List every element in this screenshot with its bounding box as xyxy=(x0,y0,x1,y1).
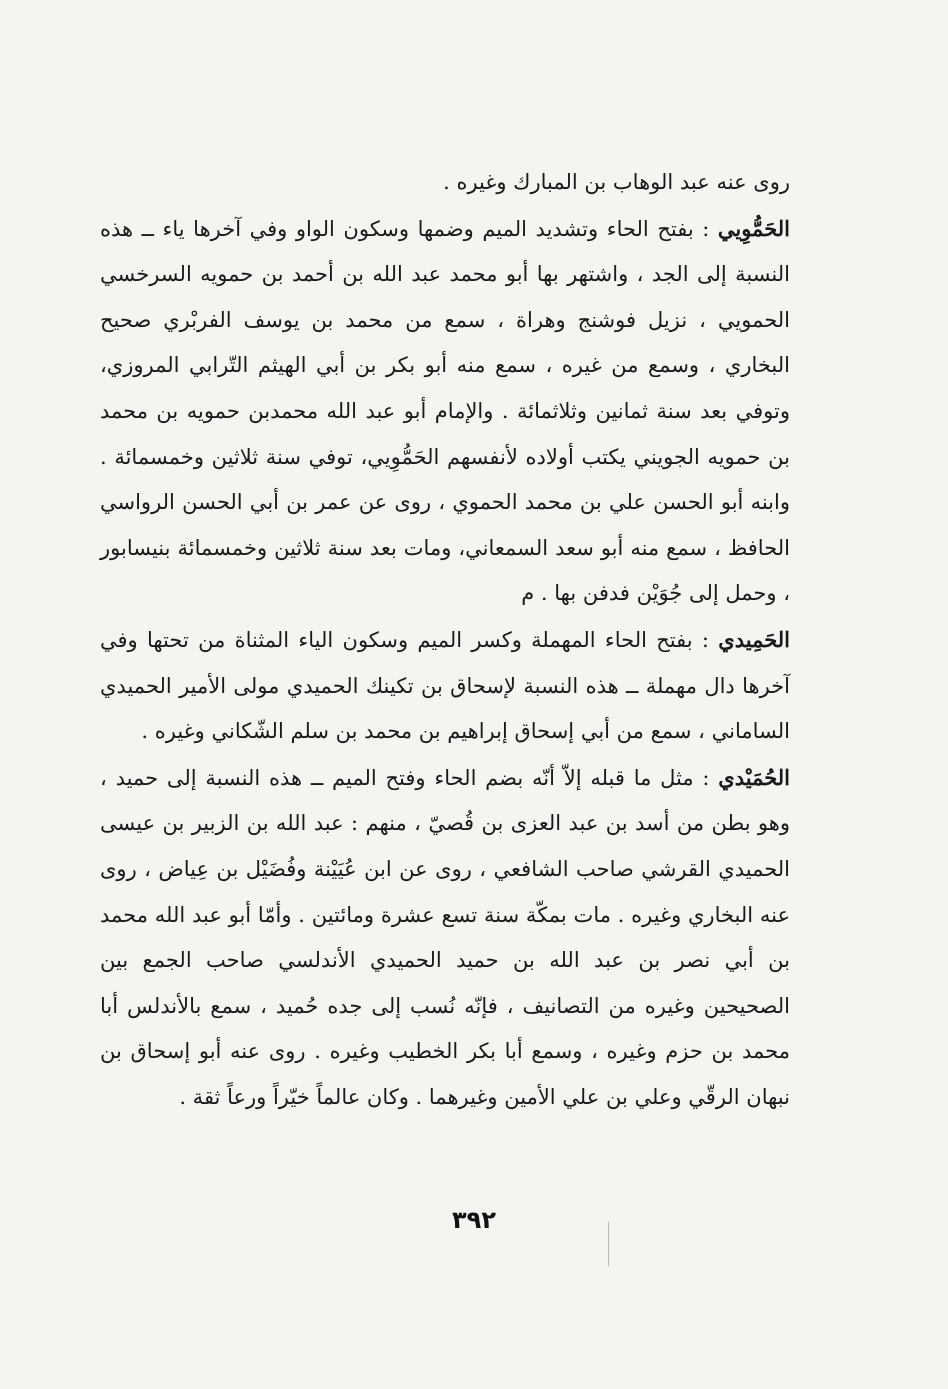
entry-heading: الحُمَيْدي xyxy=(718,764,790,790)
entry-text: : بفتح الحاء المهملة وكسر الميم وسكون الياء المثناة من تحتها وفي آخرها دال مهملة ــ هذه النسبة لإسحاق بن تكينك الحميدي مولى الأمير الحميدي الساماني ، سمع من أبي إسحاق إبراهيم بن محمد بن سلم الشّكاني وغيره . xyxy=(100,627,790,744)
page-number: ٣٩٢ xyxy=(452,1206,496,1234)
entry-heading: الحَمِيدي xyxy=(718,626,790,652)
entry-text: : مثل ما قبله إلاّ أنّه بضم الحاء وفتح الميم ــ هذه النسبة إلى حميد ، وهو بطن من أسد بن عبد العزى بن قُصيّ ، منهم : عبد الله بن الزبير بن عيسى الحميدي القرشي صاحب الشافعي ، روى عن ابن عُيَيْنة وفُضَيْل بن عِياض ، روى عنه البخاري وغيره . مات بمكّة سنة تسع عشرة ومائتين . وأمّا أبو عبد الله محمد بن أبي نصر بن عبد الله بن حميد الحميدي الأندلسي صاحب الجمع بين الصحيحين وغيره من التصانيف ، فإنّه نُسب إلى جده حُميد ، سمع بالأندلس أبا محمد بن حزم وغيره ، وسمع أبا بكر الخطيب وغيره . روى عنه أبو إسحاق بن نبهان الرقّي وعلي بن علي الأمين وغيرهما . وكان عالماً خيّراً ورعاً ثقة . xyxy=(100,765,790,1109)
paragraph-text: روى عنه عبد الوهاب بن المبارك وغيره . xyxy=(443,170,790,194)
entry-hamidi xyxy=(100,617,790,755)
page-body-text xyxy=(100,160,790,1120)
paragraph-intro xyxy=(100,160,790,206)
entry-hammuwiyi xyxy=(100,206,790,617)
scan-gutter-line xyxy=(608,1222,609,1266)
entry-text: : بفتح الحاء وتشديد الميم وضمها وسكون الواو وفي آخرها ياء ــ هذه النسبة إلى الجد ، واشتهر بها أبو محمد عبد الله بن أحمد بن حمويه السرخسي الحمويي ، نزيل فوشنج وهراة ، سمع من محمد بن يوسف الفربْري صحيح البخاري ، وسمع من غيره ، سمع منه أبو بكر بن أبي الهيثم التّرابي المروزي، وتوفي بعد سنة ثمانين وثلاثمائة . والإمام أبو عبد الله محمدبن حمويه بن محمد بن حمويه الجويني يكتب أولاده لأنفسهم الحَمُّوِيي، توفي سنة ثلاثين وخمسمائة . وابنه أبو الحسن علي بن محمد الحموي ، روى عن عمر بن أبي الحسن الرواسي الحافظ ، سمع منه أبو سعد السمعاني، ومات بعد سنة ثلاثين وخمسمائة بنيسابور ، وحمل إلى جُوَيْن فدفن بها . م xyxy=(100,216,790,606)
entry-humaydi xyxy=(100,755,790,1121)
entry-heading: الحَمُّوِيي xyxy=(717,215,790,241)
